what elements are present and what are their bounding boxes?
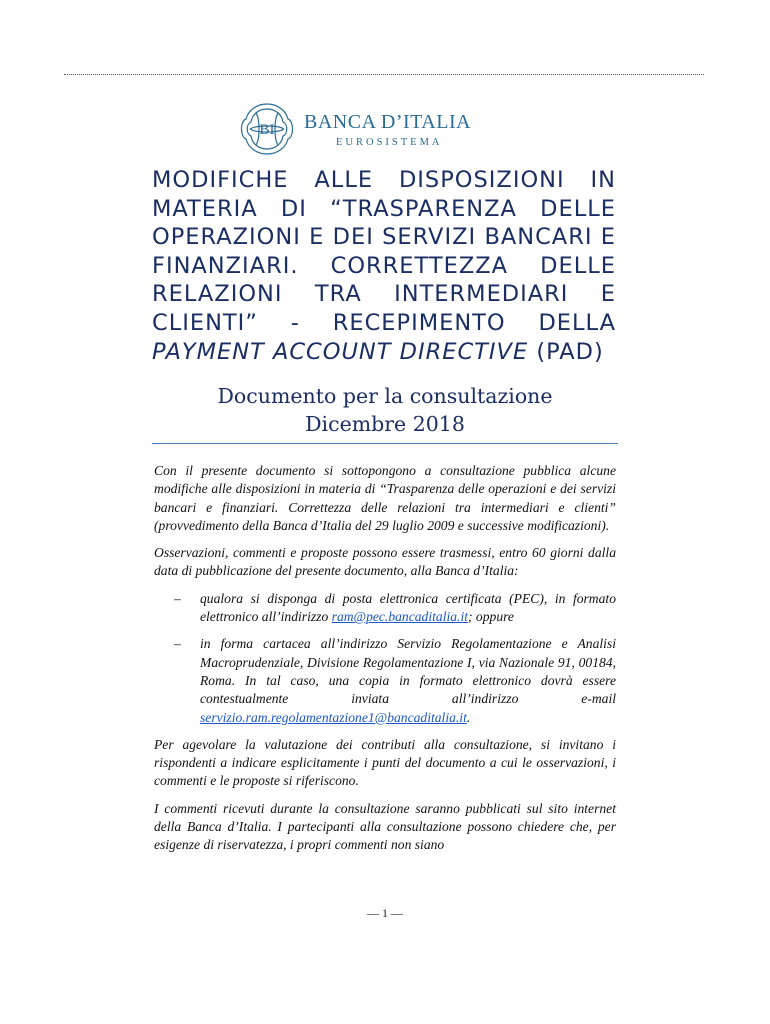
title-rest-part: (PAD) bbox=[528, 338, 604, 365]
pec-email-link[interactable]: ram@pec.bancaditalia.it bbox=[331, 609, 468, 625]
banca-italia-emblem-icon bbox=[238, 101, 296, 157]
title-italic-part: PAYMENT ACCOUNT DIRECTIVE bbox=[152, 338, 529, 365]
title-line: RELAZIONI TRA INTERMEDIARI E bbox=[152, 281, 616, 308]
subtitle-divider bbox=[152, 443, 618, 444]
ram-email-link[interactable]: servizio.ram.regolamentazione1@bancaditalia.it bbox=[200, 709, 467, 725]
submission-paragraph: Osservazioni, commenti e proposte possono essere trasmessi, entro 60 giorni dalla data di pubblicazione del presente documento, alla Banca d’Italia: bbox=[154, 545, 616, 579]
evaluation-paragraph: Per agevolare la valutazione dei contributi alla consultazione, si invitano i rispondenti a indicare esplicitamente i punti del documento a cui le osservazioni, i commenti e le proposte si riferiscono. bbox=[154, 736, 616, 789]
document-subtitle bbox=[152, 382, 618, 438]
publication-paragraph: I commenti ricevuti durante la consultazione saranno pubblicati sul sito internet della Banca d’Italia. I partecipanti alla consultazione possono chiedere che, per esigenze di riservatezza, i propri commenti non siano bbox=[154, 800, 616, 853]
header-dotted-rule bbox=[64, 74, 704, 75]
logo-name: BANCA D’ITALIA bbox=[304, 110, 472, 133]
svg-text:BI: BI bbox=[259, 122, 275, 138]
document-body bbox=[154, 462, 616, 864]
title-line: FINANZIARI. CORRETTEZZA DELLE bbox=[152, 252, 616, 279]
bullet-dash: – bbox=[174, 636, 181, 652]
page-number: — 1 — bbox=[367, 906, 403, 920]
title-line: MATERIA DI “TRASPARENZA DELLE bbox=[152, 195, 616, 222]
bullet-text: in forma cartacea all’indirizzo Servizio Regolamentazione e Analisi Macroprudenziale, Divisione Regolamentazione I, via Nazionale 91, 00184, Roma. In tal caso, una copia in formato elettronico dovrà essere contestualmente inviata all’indirizzo e-mail servizio.ram.regolamentazione1@bancaditalia.it. bbox=[200, 636, 616, 725]
title-line: MODIFICHE ALLE DISPOSIZIONI IN bbox=[152, 167, 616, 193]
intro-paragraph: Con il presente documento si sottopongono a consultazione pubblica alcune modifiche alle disposizioni in materia di “Trasparenza delle operazioni e dei servizi bancari e finanziari. Correttezza delle relazioni tra intermediari e clienti” (provvedimento della Banca d’Italia del 29 luglio 2009 e successive modificazioni). bbox=[154, 463, 616, 533]
logo-subtitle: EUROSISTEMA bbox=[336, 136, 443, 148]
document-title bbox=[152, 166, 616, 366]
bullet-dash: – bbox=[174, 590, 181, 606]
title-line: CLIENTI” - RECEPIMENTO DELLA bbox=[152, 309, 616, 336]
subtitle-date: Dicembre 2018 bbox=[305, 412, 465, 436]
subtitle-line-1: Documento per la consultazione bbox=[217, 384, 553, 408]
title-line-last bbox=[152, 338, 616, 367]
banca-italia-logo bbox=[238, 100, 478, 158]
list-item bbox=[154, 590, 616, 627]
bullet-text: qualora si disponga di posta elettronica certificata (PEC), in formato elettronico all’indirizzo ram@pec.bancaditalia.it; oppure bbox=[200, 590, 616, 625]
list-item bbox=[154, 635, 616, 726]
title-line: OPERAZIONI E DEI SERVIZI BANCARI E bbox=[152, 224, 616, 251]
